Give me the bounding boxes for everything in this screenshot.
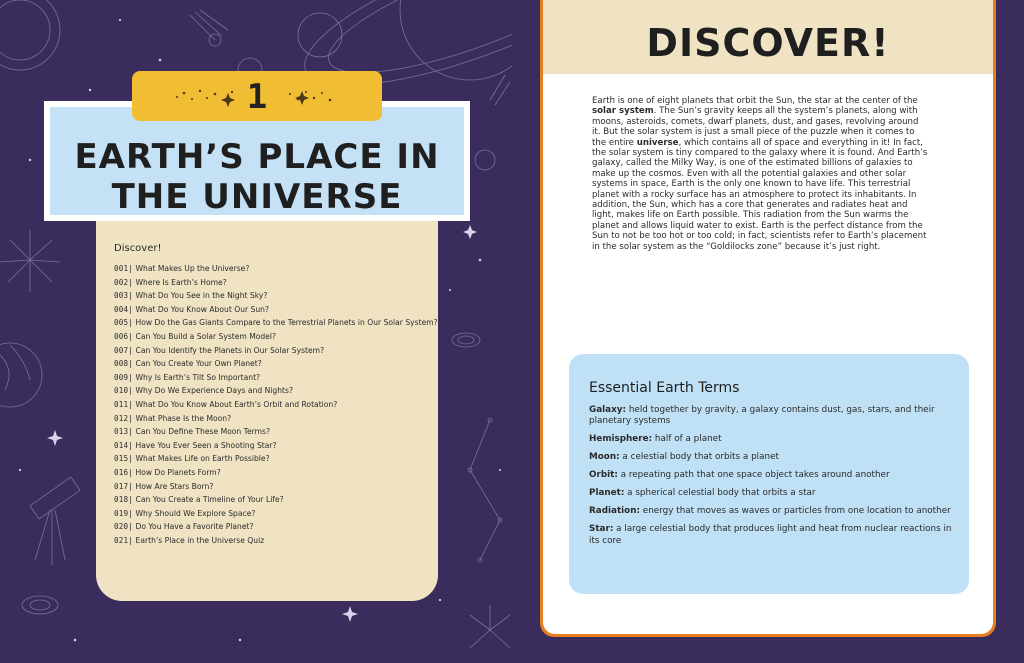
term-item [589, 452, 957, 463]
toc-item-number: 017| [114, 481, 134, 491]
essential-terms-box [569, 354, 969, 594]
term-definition: held together by gravity, a galaxy contains dust, gas, stars, and their planetary systems [589, 405, 935, 427]
toc-item-number: 020| [114, 522, 134, 532]
toc-item [114, 264, 434, 278]
small-planet-icon [298, 13, 342, 57]
toc-item [114, 373, 434, 387]
discover-text-3: , which contains all of space and everything in it! In fact, the solar system is tiny compared to the galaxy where it is found. And Earth’s galaxy, called the Milky Way, is one of the estimated billions of galaxies to make up the cosmos. Even with all the potential galaxies and other solar systems in space, Earth is the only one known to have life. This terrestrial planet with a rocky surface has an atmosphere to protect its inhabitants. In addition, the Sun, which has a core that generates and radiates heat and light, makes life on Earth possible. This radiation from the Sun warms the planet and allows liquid water to exist. Earth is the perfect distance from the Sun to not be too hot or too cold; in fact, scientists refer to Earth’s placement in the solar system as the “Goldilocks zone” because it’s just right. [592, 137, 928, 252]
telescope-icon [30, 477, 80, 565]
discover-text-2: . The Sun’s gravity keeps all the system’s planets, along with moons, asteroids, comets, dwarf planets, dust, and gases, revolving around it. But the solar system is just a small piece of the puzzle when it comes to the entire [592, 106, 919, 148]
comet-icon [190, 10, 228, 40]
toc-item-title: How Do Planets Form? [135, 467, 221, 477]
toc-item [114, 427, 434, 441]
toc-item-title: Where Is Earth’s Home? [135, 277, 227, 287]
toc-item-title: Have You Ever Seen a Shooting Star? [135, 440, 277, 450]
toc-item-title: Can You Define These Moon Terms? [135, 427, 271, 437]
term-name: Orbit: [589, 470, 618, 481]
chapter-number: 1 [246, 77, 268, 117]
toc-item [114, 278, 434, 292]
toc-item-title: Why Do We Experience Days and Nights? [135, 386, 294, 396]
toc-item [114, 536, 434, 550]
toc-item-title: What Do You Know About Earth’s Orbit and Rotation? [135, 399, 338, 409]
toc-item [114, 468, 434, 482]
toc-item [114, 414, 434, 428]
term-name: Galaxy: [589, 405, 627, 415]
toc-item-title: Why Is Earth’s Tilt So Important? [135, 372, 261, 382]
term-definition: half of a planet [652, 434, 722, 445]
chapter-number-tab [132, 71, 382, 121]
toc-item-number: 010| [114, 386, 134, 396]
chapter-title [50, 137, 464, 217]
discover-text-1: Earth is one of eight planets that orbit the Sun, the star at the center of the [592, 96, 918, 106]
discover-heading: DISCOVER! [646, 21, 890, 65]
toc-item [114, 400, 434, 414]
term-name: Planet: [589, 488, 625, 499]
discover-header-band [543, 0, 993, 74]
toc-item [114, 522, 434, 536]
toc-item-title: What Phase Is the Moon? [135, 413, 232, 423]
toc-item-number: 019| [114, 508, 134, 518]
toc-item-number: 001| [114, 264, 134, 273]
toc-item-number: 016| [114, 467, 134, 477]
toc-item-number: 011| [114, 399, 134, 409]
term-name: Moon: [589, 452, 620, 463]
toc-item [114, 495, 434, 509]
toc-heading: Discover! [114, 243, 162, 254]
toc-item-number: 015| [114, 454, 134, 464]
toc-item-title: Can You Identify the Planets in Our Solar System? [135, 345, 325, 355]
terms-list [589, 405, 957, 554]
discover-card-border [540, 0, 996, 637]
term-definition: a spherical celestial body that orbits a star [624, 488, 816, 499]
chapter-title-line-1: EARTH’S PLACE IN [74, 137, 440, 177]
term-item [589, 470, 957, 481]
terms-heading: Essential Earth Terms [589, 380, 740, 396]
toc-item-title: What Makes Up the Universe? [135, 264, 250, 273]
earth-planet-icon [0, 343, 42, 407]
toc-item [114, 359, 434, 373]
toc-item [114, 318, 438, 332]
toc-item-number: 009| [114, 372, 134, 382]
discover-card [543, 0, 993, 634]
toc-item-number: 005| [114, 318, 134, 328]
galaxy-icon [452, 333, 480, 347]
toc-item-title: Can You Create Your Own Planet? [135, 359, 262, 369]
term-universe: universe [636, 137, 679, 148]
toc-item [114, 291, 434, 305]
term-item [589, 524, 957, 547]
toc-item [114, 509, 434, 523]
toc-item-title: Can You Build a Solar System Model? [135, 331, 277, 341]
term-item [589, 506, 957, 517]
toc-item-number: 018| [114, 495, 134, 505]
ringed-planet-icon [400, 0, 512, 80]
chapter-title-background [50, 107, 464, 215]
term-item [589, 434, 957, 445]
right-page [512, 0, 1024, 663]
discover-paragraph [592, 96, 928, 252]
toc-item-number: 012| [114, 413, 134, 423]
toc-item [114, 305, 434, 319]
toc-item [114, 346, 434, 360]
term-definition: a repeating path that one space object takes around another [617, 470, 890, 481]
toc-item-title: Earth’s Place in the Universe Quiz [135, 535, 265, 545]
toc-item-number: 003| [114, 291, 134, 301]
term-definition: a large celestial body that produces light and heat from nuclear reactions in its core [589, 524, 952, 546]
chapter-title-line-2: THE UNIVERSE [111, 177, 403, 217]
toc-item [114, 441, 434, 455]
term-item [589, 488, 957, 499]
term-name: Hemisphere: [589, 434, 653, 445]
sparkle-icon [47, 430, 63, 446]
sun-icon [0, 0, 60, 70]
toc-item-title: What Makes Life on Earth Possible? [135, 454, 270, 464]
toc-item-title: Can You Create a Timeline of Your Life? [135, 495, 284, 505]
toc-item-title: Do You Have a Favorite Planet? [135, 522, 254, 532]
toc-item-title: What Do You See in the Night Sky? [135, 291, 268, 301]
term-solar-system: solar system [592, 106, 654, 117]
toc-item [114, 332, 434, 346]
term-name: Radiation: [589, 506, 641, 517]
toc-item-number: 006| [114, 331, 134, 341]
constellation-icon [470, 420, 500, 560]
toc-item-title: How Do the Gas Giants Compare to the Terrestrial Planets in Our Solar System? [135, 318, 438, 328]
toc-list [114, 264, 438, 549]
term-name: Star: [589, 524, 614, 535]
toc-item-title: What Do You Know About Our Sun? [135, 304, 270, 314]
toc-item [114, 386, 434, 400]
toc-item-number: 004| [114, 304, 134, 314]
toc-item-number: 013| [114, 427, 134, 437]
term-definition: energy that moves as waves or particles from one location to another [640, 506, 951, 517]
table-of-contents-panel [96, 221, 438, 601]
toc-item-title: Why Should We Explore Space? [135, 508, 256, 518]
term-definition: a celestial body that orbits a planet [619, 452, 779, 463]
starburst-icon [0, 230, 60, 292]
toc-item-number: 021| [114, 535, 134, 545]
toc-item-title: How Are Stars Born? [135, 481, 214, 491]
toc-item-number: 014| [114, 440, 134, 450]
toc-item [114, 454, 434, 468]
term-item [589, 405, 957, 428]
toc-item-number: 008| [114, 359, 134, 369]
toc-item-number: 002| [114, 277, 134, 287]
toc-item [114, 482, 434, 496]
toc-item-number: 007| [114, 345, 134, 355]
